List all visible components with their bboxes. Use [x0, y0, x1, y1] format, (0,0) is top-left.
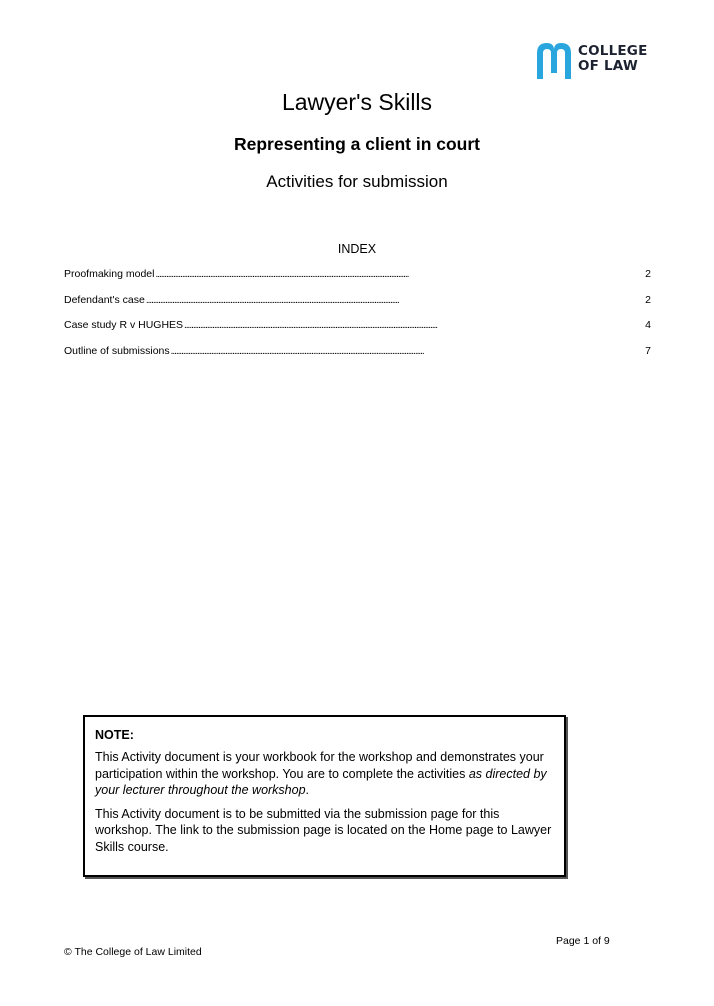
toc-entry-label: Proofmaking model	[64, 268, 155, 280]
note-paragraph-1-emphasis: as directed by your lecturer throughout the workshop	[95, 766, 547, 797]
toc-entry-case-study[interactable]	[64, 316, 651, 342]
toc-entry-label: Outline of submissions	[64, 344, 170, 357]
copyright-notice: © The College of Law Limited	[64, 946, 202, 958]
toc-entry-page: 7	[645, 344, 651, 357]
toc-entry-page: 2	[645, 293, 651, 306]
toc-entry-label: Defendant's case	[64, 293, 145, 306]
note-paragraph-1-text: This Activity document is your workbook for the workshop and demonstrates your participation within the workshop. You are to complete the activities	[95, 750, 544, 781]
toc-dot-leader	[184, 317, 644, 334]
note-title: NOTE:	[95, 728, 134, 742]
note-paragraph-2: This Activity document is to be submitted via the submission page for this workshop. The link to the submission page is located on the Home page to Lawyer Skills course.	[95, 806, 552, 854]
logo-text-line-2: OF LAW	[578, 58, 638, 74]
document-title: Lawyer's Skills	[281, 89, 433, 115]
index-heading: INDEX	[337, 242, 377, 256]
toc-entry-page: 2	[645, 268, 651, 280]
table-of-contents	[64, 265, 651, 367]
page-number: Page 1 of 9	[556, 935, 610, 947]
college-of-law-logo-text	[578, 44, 648, 74]
toc-dot-leader	[146, 292, 644, 309]
document-subtitle: Representing a client in court	[233, 134, 481, 154]
note-paragraph-1-end: .	[305, 783, 310, 797]
note-box	[83, 715, 566, 877]
toc-dot-leader	[155, 266, 644, 283]
toc-entry-defendants-case[interactable]	[64, 291, 651, 317]
toc-entry-proofmaking-model[interactable]	[64, 265, 651, 291]
college-of-law-logo	[534, 40, 656, 80]
college-of-law-logo-mark	[534, 40, 574, 80]
note-paragraph-1	[95, 749, 554, 799]
toc-dot-leader	[171, 343, 645, 360]
toc-entry-label: Case study R v HUGHES	[64, 319, 184, 331]
document-subtitle-secondary: Activities for submission	[266, 172, 448, 191]
logo-text-line-1: COLLEGE	[578, 43, 648, 59]
toc-entry-outline-of-submissions[interactable]	[64, 342, 651, 368]
toc-entry-page: 4	[645, 319, 651, 331]
